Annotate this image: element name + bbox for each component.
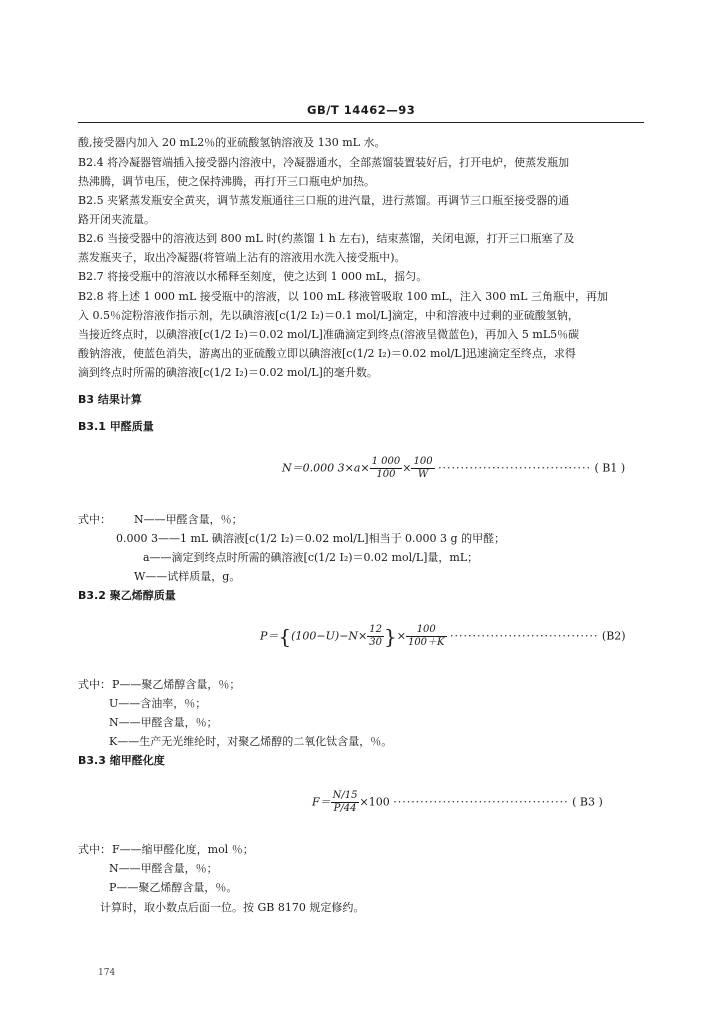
paragraph-line: 当接近终点时，以碘溶液[c(1/2 I₂)＝0.02 mol/L]准确滴定到终点(溶液呈微蓝色)，再加入 5 mL5％碳	[78, 328, 580, 341]
equation-label: ( B3 )	[572, 795, 603, 809]
header-rule	[78, 122, 644, 123]
variable-definition: F——缩甲醛化度，mol ％；	[112, 843, 254, 856]
where-intro: 式中：	[78, 678, 111, 691]
page-number: 174	[98, 968, 116, 978]
fraction-numerator: N/15	[332, 790, 358, 801]
variable-definition: W——试样质量，g。	[134, 570, 241, 583]
equation-label: ( B1 )	[594, 461, 626, 475]
variable-definition: N——甲醛含量，％；	[134, 513, 243, 526]
variable-definition: N——甲醛含量，％；	[109, 862, 218, 875]
section-heading-b3-2: B3.2 聚乙烯醇质量	[78, 589, 176, 602]
fraction-numerator: 1 000	[371, 456, 401, 467]
open-brace: {	[278, 624, 292, 649]
paragraph-b2-8: B2.8 将上述 1 000 mL 接受瓶中的溶液，以 100 mL 移液管吸取 100 mL，注入 300 mL 三角瓶中，再加	[78, 290, 608, 303]
leader-dots: ··································	[438, 461, 591, 475]
fraction	[370, 456, 403, 481]
fraction	[406, 624, 447, 649]
paragraph-line: 酸,接受器内加入 20 mL2％的亚硫酸氢钠溶液及 130 mL 水。	[78, 136, 386, 149]
equation-b2-lhs: P＝	[260, 629, 279, 643]
fraction-numerator: 12	[369, 624, 382, 635]
fraction	[411, 456, 434, 481]
equation-b2	[260, 624, 626, 649]
variable-definition: P——聚乙烯醇含量，％；	[112, 678, 241, 691]
fraction-denominator: W	[417, 469, 429, 480]
equation-b3	[312, 790, 603, 815]
variable-definition: U——含油率，％；	[109, 697, 207, 710]
fraction-denominator: 100＋K	[407, 637, 445, 648]
fraction-numerator: 100	[406, 624, 447, 637]
fraction	[367, 624, 384, 649]
variable-definition: K——生产无光维纶时，对聚乙烯醇的二氧化钛含量，％。	[109, 735, 393, 748]
section-heading-b3: B3 结果计算	[78, 393, 142, 406]
paragraph-line: 入 0.5％淀粉溶液作指示剂，先以碘溶液[c(1/2 I₂)＝0.1 mol/L]滴定，中和溶液中过剩的亚硫酸氢钠，	[78, 309, 579, 322]
section-heading-b3-1: B3.1 甲醛质量	[78, 420, 154, 433]
equation-b2-term: (100−U)−N×	[291, 629, 368, 643]
paragraph-b2-6: B2.6 当接受器中的溶液达到 800 mL 时(约蒸馏 1 h 左右)，结束蒸馏，关闭电源，打开三口瓶塞了及	[78, 232, 575, 245]
fraction-numerator: 100	[413, 456, 433, 467]
variable-definition: 0.000 3——1 mL 碘溶液[c(1/2 I₂)＝0.02 mol/L]相当于 0.000 3 g 的甲醛；	[116, 532, 506, 545]
closing-note: 计算时，取小数点后面一位。按 GB 8170 规定修约。	[100, 901, 365, 914]
paragraph-line: 滴到终点时所需的碘溶液[c(1/2 I₂)＝0.02 mol/L]的毫升数。	[78, 366, 378, 379]
paragraph-line: 酸钠溶液，使蓝色消失，游离出的亚硫酸立即以碘溶液[c(1/2 I₂)＝0.02 mol/L]迅速滴定至终点，求得	[78, 347, 576, 360]
times-sign: ×	[396, 629, 406, 643]
variable-definition: N——甲醛含量，％；	[109, 716, 218, 729]
equation-b3-tail: ×100	[359, 795, 390, 809]
where-intro: 式中：	[78, 843, 111, 856]
paragraph-b2-5: B2.5 夹紧蒸发瓶安全黄夹，调节蒸发瓶通往三口瓶的进汽量，进行蒸馏。再调节三口瓶至接受器的通	[78, 194, 570, 207]
paragraph-b2-4: B2.4 将冷凝器管端插入接受器内溶液中，冷凝器通水，全部蒸馏装置装好后，打开电炉，使蒸发瓶加	[78, 156, 570, 169]
leader-dots: ·······································	[393, 795, 569, 809]
section-heading-b3-3: B3.3 缩甲醛化度	[78, 754, 165, 767]
paragraph-line: 路开闭夹流量。	[78, 213, 155, 226]
standard-code-header: GB/T 14462—93	[307, 103, 416, 117]
paragraph-line: 蒸发瓶夹子，取出冷凝器(将管端上沾有的溶液用水洗入接受瓶中)。	[78, 251, 406, 264]
equation-label: (B2)	[601, 629, 626, 643]
equation-b1-lhs: N＝0.000 3×a×	[282, 461, 370, 475]
equation-b3-lhs: F＝	[312, 795, 331, 809]
variable-definition: P——聚乙烯醇含量，％。	[109, 881, 238, 894]
paragraph-line: 热沸腾，调节电压，使之保持沸腾，再打开三口瓶电炉加热。	[78, 175, 375, 188]
fraction-denominator: 30	[369, 637, 382, 648]
leader-dots: ·································	[450, 629, 599, 643]
variable-definition: a——滴定到终点时所需的碘溶液[c(1/2 I₂)＝0.02 mol/L]量，mL；	[143, 551, 479, 564]
fraction-denominator: P/44	[333, 803, 357, 814]
times-sign: ×	[402, 461, 412, 475]
paragraph-b2-7: B2.7 将接受瓶中的溶液以水稀释至刻度，使之达到 1 000 mL，摇匀。	[78, 270, 428, 283]
equation-b1	[282, 456, 625, 481]
fraction-denominator: 100	[376, 469, 396, 480]
close-brace: }	[384, 624, 397, 649]
where-intro: 式中：	[78, 513, 111, 526]
fraction	[331, 790, 360, 815]
